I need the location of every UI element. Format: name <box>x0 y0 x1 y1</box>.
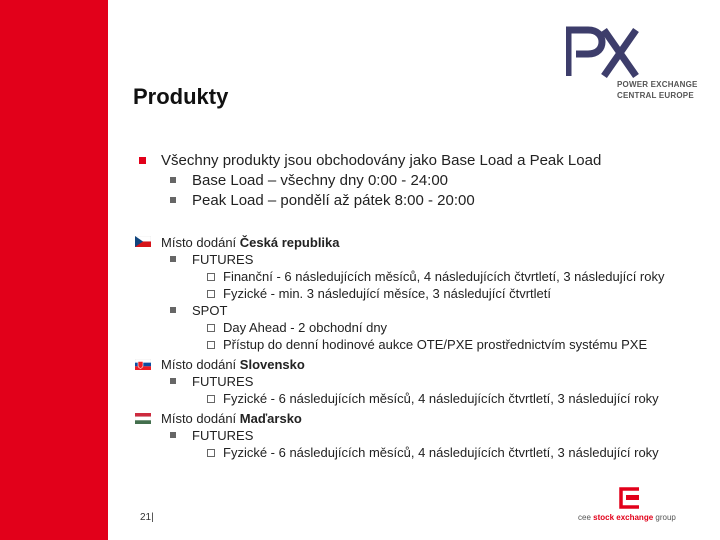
checkbox-bullet-icon <box>207 324 215 332</box>
sk-delivery-prefix: Místo dodání <box>161 357 240 372</box>
cz-delivery-heading <box>161 235 340 250</box>
hu-delivery-prefix: Místo dodání <box>161 411 240 426</box>
cz-spot-item-auction: Přístup do denní hodinové aukce OTE/PXE prostřednictvím systému PXE <box>223 337 648 352</box>
intro-main: Všechny produkty jsou obchodovány jako Base Load a Peak Load <box>161 152 602 169</box>
hungarian-flag-icon <box>135 413 151 424</box>
hu-delivery-heading <box>161 411 302 426</box>
hu-futures-label: FUTURES <box>192 428 254 443</box>
bullet-icon <box>170 432 176 438</box>
pxe-logo-icon <box>566 26 640 78</box>
sk-futures-label: FUTURES <box>192 374 254 389</box>
page-number: 21| <box>140 512 154 523</box>
slovak-flag-icon <box>135 359 151 370</box>
sk-delivery-heading <box>161 357 305 372</box>
checkbox-bullet-icon <box>207 341 215 349</box>
sk-futures-item-physical: Fyzické - 6 následujících měsíců, 4 následujících čtvrtletí, 3 následující roky <box>223 391 659 406</box>
checkbox-bullet-icon <box>207 395 215 403</box>
cz-futures-item-financial: Finanční - 6 následujících měsíců, 4 následujících čtvrtletí, 3 následující roky <box>223 269 665 284</box>
checkbox-bullet-icon <box>207 290 215 298</box>
sk-country: Slovensko <box>239 357 305 372</box>
cee-group-suffix: group <box>653 513 676 522</box>
checkbox-bullet-icon <box>207 449 215 457</box>
slide-title: Produkty <box>133 84 229 109</box>
cz-spot-label: SPOT <box>192 303 228 318</box>
bullet-icon <box>139 157 146 164</box>
bullet-icon <box>170 378 176 384</box>
bullet-icon <box>170 197 176 203</box>
bullet-icon <box>170 177 176 183</box>
bullet-icon <box>170 256 176 262</box>
cz-delivery-prefix: Místo dodání <box>161 235 240 250</box>
cee-group-prefix: cee <box>578 513 594 522</box>
bullet-icon <box>170 307 176 313</box>
hu-country: Maďarsko <box>239 411 302 426</box>
intro-sub-base: Base Load – všechny dny 0:00 - 24:00 <box>192 172 449 189</box>
cz-futures-label: FUTURES <box>192 252 254 267</box>
cee-group-highlight: stock exchange <box>593 513 654 522</box>
cee-group-logo-icon <box>619 487 641 509</box>
cz-country: Česká republika <box>239 235 340 250</box>
logo-text <box>617 79 698 101</box>
red-sidebar-bar <box>0 0 108 540</box>
hu-futures-item-physical: Fyzické - 6 následujících měsíců, 4 následujících čtvrtletí, 3 následující roky <box>223 445 659 460</box>
cee-group-text <box>578 513 676 522</box>
logo-line-1: POWER EXCHANGE <box>617 80 698 89</box>
czech-flag-icon <box>135 236 151 247</box>
cz-futures-item-physical: Fyzické - min. 3 následující měsíce, 3 následující čtvrtletí <box>223 286 552 301</box>
cz-spot-item-day-ahead: Day Ahead - 2 obchodní dny <box>223 320 388 335</box>
logo-line-2: CENTRAL EUROPE <box>617 91 694 100</box>
intro-sub-peak: Peak Load – pondělí až pátek 8:00 - 20:00 <box>192 192 475 209</box>
checkbox-bullet-icon <box>207 273 215 281</box>
